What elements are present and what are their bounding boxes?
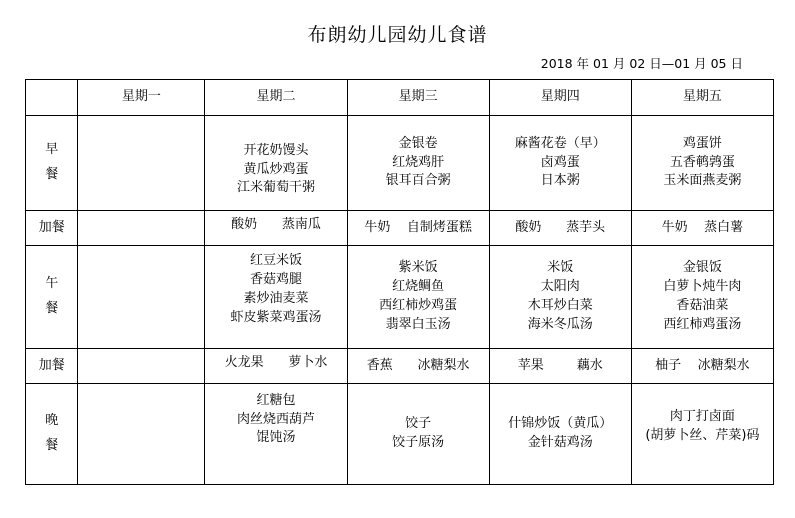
menu-cell [489, 211, 631, 246]
dish: 金银卷 [398, 135, 438, 151]
menu-cell [78, 116, 205, 211]
dish: 江米葡萄干粥 [236, 180, 315, 196]
breakfast-row [26, 116, 774, 211]
dish: 黄瓜炒鸡蛋 [243, 161, 309, 177]
lunch-row [26, 246, 774, 349]
snack-items: 牛奶 自制烤蛋糕 [364, 219, 472, 235]
menu-cell [489, 349, 631, 384]
menu-cell [205, 384, 347, 485]
dish: 馄饨汤 [256, 430, 296, 446]
snack-items: 柚子 冰糖梨水 [655, 357, 750, 373]
dish: 米饭 [547, 260, 574, 276]
dish: 红烧鸡肝 [392, 154, 445, 170]
meal-label-dinner: 晚 餐 [26, 384, 78, 485]
day-header: 星期五 [631, 80, 773, 116]
snack-pm-row [26, 349, 774, 384]
dish: 紫米饭 [398, 260, 438, 276]
dish: 鸡蛋饼 [682, 135, 722, 151]
day-header: 星期二 [205, 80, 347, 116]
page-title: 布朗幼儿园幼儿食谱 [307, 24, 488, 46]
dish: 西红柿炒鸡蛋 [379, 298, 458, 313]
snack-items: 香蕉 冰糖梨水 [366, 357, 470, 373]
dish: 饺子 [405, 416, 432, 432]
menu-cell [489, 384, 631, 485]
snack-items: 苹果 藕水 [517, 357, 603, 373]
dish: 金针菇鸡汤 [527, 435, 593, 450]
dinner-row [26, 384, 774, 485]
day-header: 星期一 [78, 80, 205, 116]
meal-label-lunch: 午 餐 [26, 246, 78, 349]
menu-cell [347, 246, 489, 349]
menu-cell [78, 384, 205, 485]
dish: 海米冬瓜汤 [527, 316, 593, 332]
snack-am-row [26, 211, 774, 246]
dish: 日本粥 [540, 173, 580, 189]
menu-cell [631, 349, 773, 384]
dish: 卤鸡蛋 [540, 154, 580, 170]
dish: 肉丁打卤面 [669, 409, 735, 425]
meal-label-snack: 加餐 [26, 349, 78, 384]
date-range: 2018 年 01 月 02 日—01 月 05 日 [540, 56, 743, 71]
snack-items: 酸奶 蒸芋头 [515, 219, 606, 235]
corner-cell [26, 80, 78, 116]
dish: 白萝卜炖牛肉 [663, 279, 742, 295]
menu-cell [489, 116, 631, 211]
meal-label-snack: 加餐 [26, 211, 78, 246]
menu-cell [489, 246, 631, 349]
dish: 翡翠白玉汤 [385, 316, 451, 332]
menu-cell [631, 246, 773, 349]
menu-cell [205, 116, 347, 211]
menu-cell [205, 211, 347, 246]
menu-cell [78, 246, 205, 349]
menu-cell [347, 116, 489, 211]
meal-label-breakfast: 早 餐 [26, 116, 78, 211]
dish: 香菇油菜 [676, 298, 729, 313]
dish: 虾皮紫菜鸡蛋汤 [230, 309, 322, 325]
dish: 香菇鸡腿 [249, 272, 302, 288]
snack-items: 牛奶 蒸白薯 [661, 219, 744, 235]
dish: 西红柿鸡蛋汤 [663, 316, 742, 332]
dish: (胡萝卜丝、芹菜)码 [645, 428, 760, 443]
menu-cell [631, 211, 773, 246]
dish: 肉丝烧西葫芦 [236, 411, 315, 427]
dish: 素炒油麦菜 [243, 291, 309, 306]
menu-table [25, 79, 774, 485]
menu-cell [347, 384, 489, 485]
menu-cell [347, 349, 489, 384]
dish: 开花奶馒头 [243, 142, 309, 158]
menu-cell [631, 384, 773, 485]
dish: 五香鹌鹑蛋 [669, 154, 735, 170]
menu-cell [78, 211, 205, 246]
day-header: 星期四 [489, 80, 631, 116]
menu-cell [631, 116, 773, 211]
dish: 玉米面燕麦粥 [663, 173, 742, 189]
dish: 红烧鲷鱼 [392, 279, 445, 295]
menu-cell [347, 211, 489, 246]
menu-cell [205, 246, 347, 349]
dish: 红糖包 [256, 392, 296, 408]
dish: 红豆米饭 [249, 253, 302, 269]
dish: 麻酱花卷（早） [514, 135, 606, 151]
snack-items: 火龙果 萝卜水 [224, 354, 328, 370]
menu-cell [205, 349, 347, 384]
dish: 木耳炒白菜 [527, 298, 593, 313]
dish: 金银饭 [682, 260, 722, 276]
dish: 太阳肉 [540, 279, 580, 295]
dish: 饺子原汤 [392, 435, 445, 450]
snack-items: 酸奶 蒸南瓜 [231, 216, 321, 232]
day-header: 星期三 [347, 80, 489, 116]
dish: 银耳百合粥 [385, 173, 451, 189]
dish: 什锦炒饭（黄瓜） [508, 416, 613, 432]
menu-cell [78, 349, 205, 384]
header-row [26, 80, 774, 116]
